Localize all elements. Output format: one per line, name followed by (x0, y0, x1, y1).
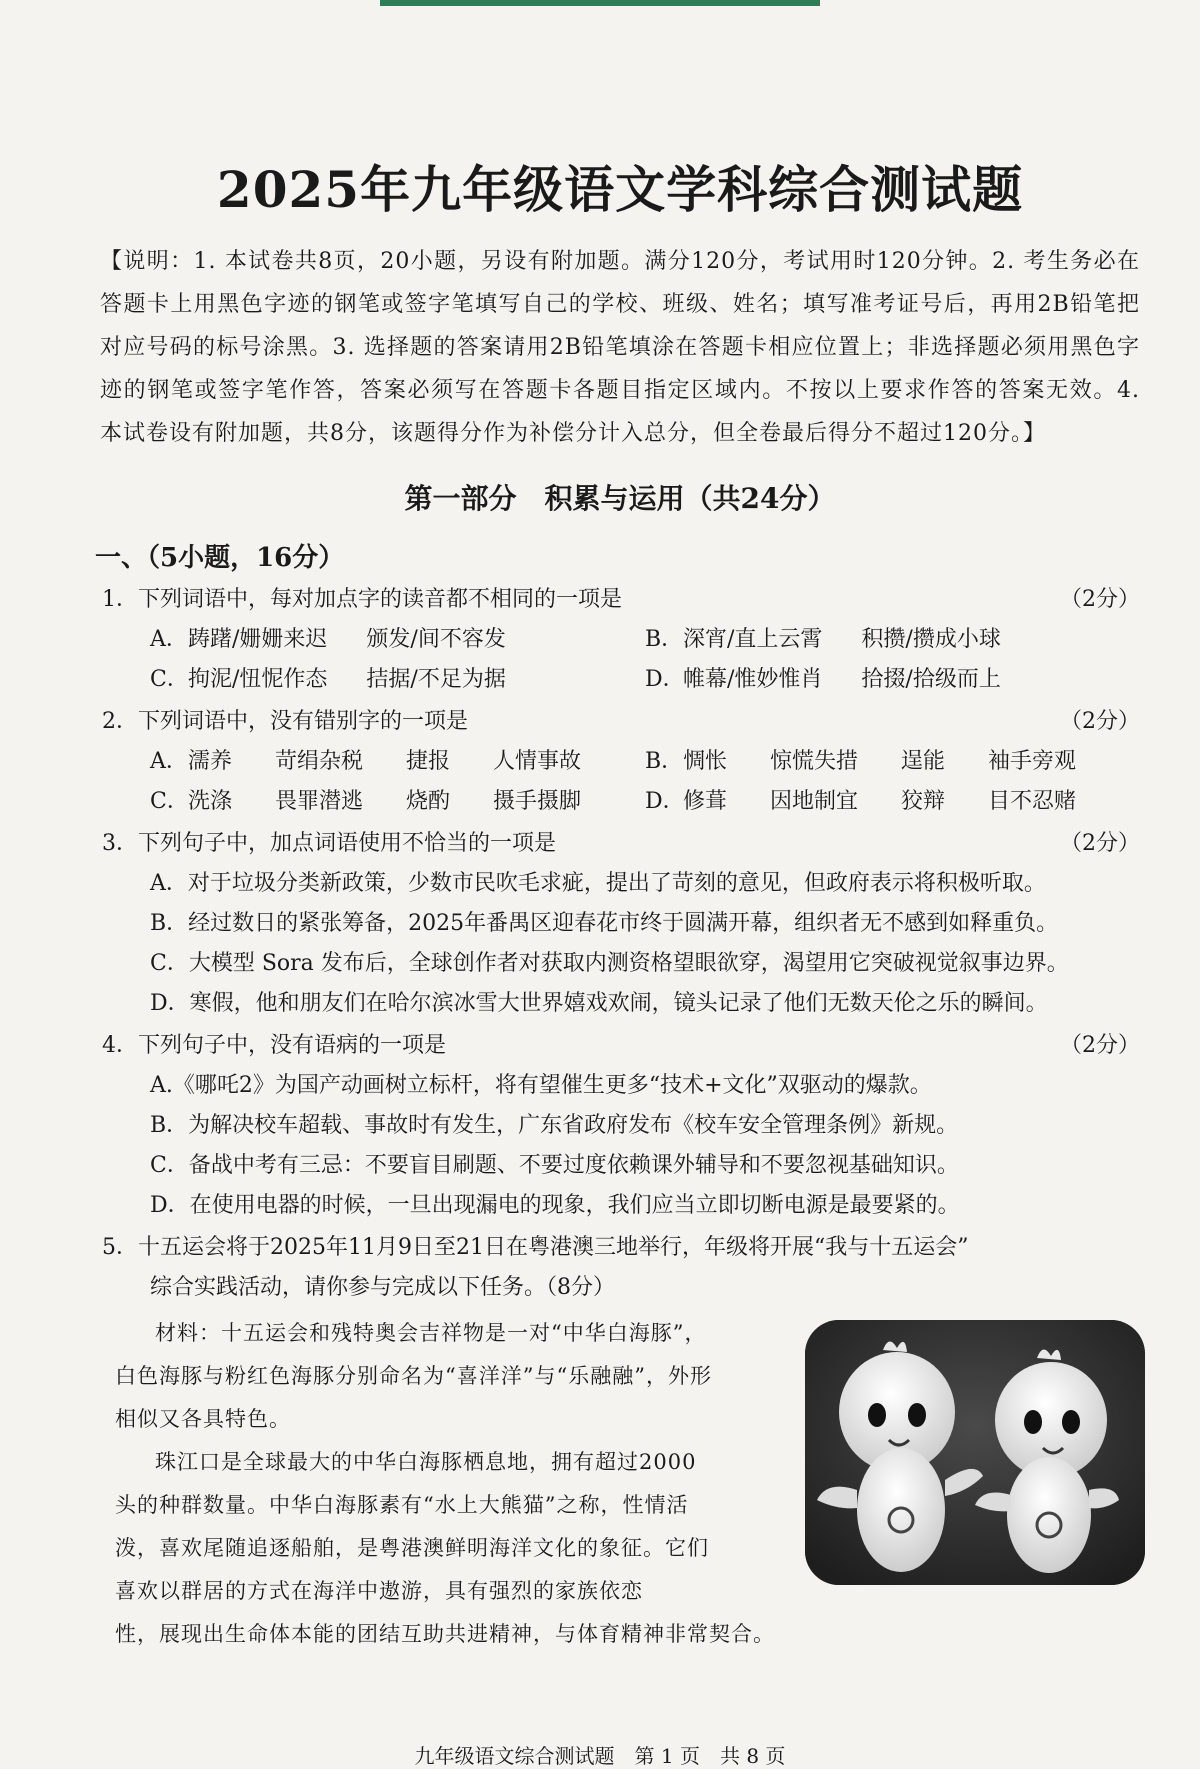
mascot-photo (805, 1320, 1145, 1585)
option-d: D．寒假，他和朋友们在哈尔滨冰雪大世界嬉戏欢闹，镜头记录了他们无数天伦之乐的瞬间。 (150, 991, 1048, 1016)
option-c: C．备战中考有三忌：不要盲目刷题、不要过度依赖课外辅导和不要忽视基础知识。 (150, 1153, 959, 1178)
question-points: （2分） (1060, 709, 1140, 734)
option-d: D． 帷幕/惟妙惟肖 拾掇/拾级而上 (645, 667, 1001, 692)
question-stem: 1．下列词语中，每对加点字的读音都不相同的一项是 （2分） (100, 580, 1140, 620)
material-paragraph-1: 材料：十五运会和残特奥会吉祥物是一对“中华白海豚”，白色海豚与粉红色海豚分别命名为“喜洋洋”与“乐融融”，外形相似又各具特色。 (115, 1321, 712, 1431)
part-title: 第一部分 积累与运用（共24分） (404, 482, 836, 515)
option-a: A． 濡养 苛绢杂税 捷报 人情事故 (150, 749, 582, 774)
option-c: C． 洗涤 畏罪潜逃 烧酌 摄手摄脚 (150, 789, 582, 814)
material-text (100, 1312, 775, 1656)
option-c: C．大模型 Sora 发布后，全球创作者对获取内测资格望眼欲穿，渴望用它突破视觉叙事边界。 (150, 951, 1069, 976)
material-block (100, 1312, 1140, 1656)
material-paragraph-3: 性，展现出生命体本能的团结互助共进精神，与体育精神非常契合。 (115, 1622, 775, 1646)
option-a: A.《哪吒2》为国产动画树立标杆，将有望催生更多“技术+文化”双驱动的爆款。 (150, 1073, 932, 1098)
page-footer: 九年级语文综合测试题 第 1 页 共 8 页 (414, 1744, 786, 1768)
top-edge-mark (380, 0, 820, 6)
question-stem: 5．十五运会将于2025年11月9日至21日在粤港澳三地举行，年级将开展“我与十五运会” (102, 1235, 969, 1260)
question-stem-continued: 综合实践活动，请你参与完成以下任务。（8分） (150, 1275, 615, 1300)
exam-page (95, 150, 1140, 1656)
option-b: B． 深宵/直上云霄 积攒/攒成小球 (645, 627, 1001, 652)
question-2 (100, 702, 1140, 822)
option-a: A．对于垃圾分类新政策，少数市民吹毛求疵，提出了苛刻的意见，但政府表示将积极听取。 (150, 871, 1046, 896)
question-points: （2分） (1060, 1033, 1140, 1058)
question-5 (100, 1228, 1140, 1656)
option-b: B．经过数日的紧张筹备，2025年番禺区迎春花市终于圆满开幕，组织者无不感到如释重负。 (150, 911, 1059, 936)
option-d: D．在使用电器的时候，一旦出现漏电的现象，我们应当立即切断电源是最要紧的。 (150, 1193, 960, 1218)
exam-title: 2025年九年级语文学科综合测试题 (216, 160, 1024, 219)
question-4 (100, 1026, 1140, 1226)
option-b: B．为解决校车超载、事故时有发生，广东省政府发布《校车安全管理条例》新规。 (150, 1113, 959, 1138)
section-heading: 一、（5小题，16分） (95, 543, 345, 573)
option-d: D． 修葺 因地制宜 狡辩 目不忍赌 (645, 789, 1077, 814)
option-a: A． 踌躇/姗姗来迟 颁发/间不容发 (150, 627, 506, 652)
question-stem: 2．下列词语中，没有错别字的一项是 （2分） (100, 702, 1140, 742)
question-1 (100, 580, 1140, 700)
question-points: （2分） (1060, 831, 1140, 856)
question-points: （2分） (1060, 587, 1140, 612)
option-c: C． 拘泥/忸怩作态 拮据/不足为据 (150, 667, 506, 692)
question-stem: 4．下列句子中，没有语病的一项是 （2分） (100, 1026, 1140, 1066)
question-3 (100, 824, 1140, 1024)
material-paragraph-2: 珠江口是全球最大的中华白海豚栖息地，拥有超过2000头的种群数量。中华白海豚素有“水上大熊猫”之称，性情活泼，喜欢尾随追逐船舶，是粤港澳鲜明海洋文化的象征。它们喜欢以群居的方式在海洋中遨游，具有强烈的家族依恋 (115, 1450, 709, 1603)
option-b: B． 惆怅 惊慌失措 逞能 袖手旁观 (645, 749, 1077, 774)
instructions: 【说明：1. 本试卷共8页，20小题，另设有附加题。满分120分，考试用时120分钟。2. 考生务必在答题卡上用黑色字迹的钢笔或签字笔填写自己的学校、班级、姓名；填写准考证号后，再用2B铅笔把对应号码的标号涂黑。3. 选择题的答案请用2B铅笔填涂在答题卡相应位置上；非选择题必须用黑色字迹的钢笔或签字笔作答，答案必须写在答题卡各题目指定区域内。不按以上要求作答的答案无效。4. 本试卷设有附加题，共8分，该题得分作为补偿分计入总分，但全卷最后得分不超过120分。】 (100, 249, 1140, 446)
question-stem: 3．下列句子中，加点词语使用不恰当的一项是 （2分） (100, 824, 1140, 864)
mascot-illustration (805, 1320, 1145, 1585)
